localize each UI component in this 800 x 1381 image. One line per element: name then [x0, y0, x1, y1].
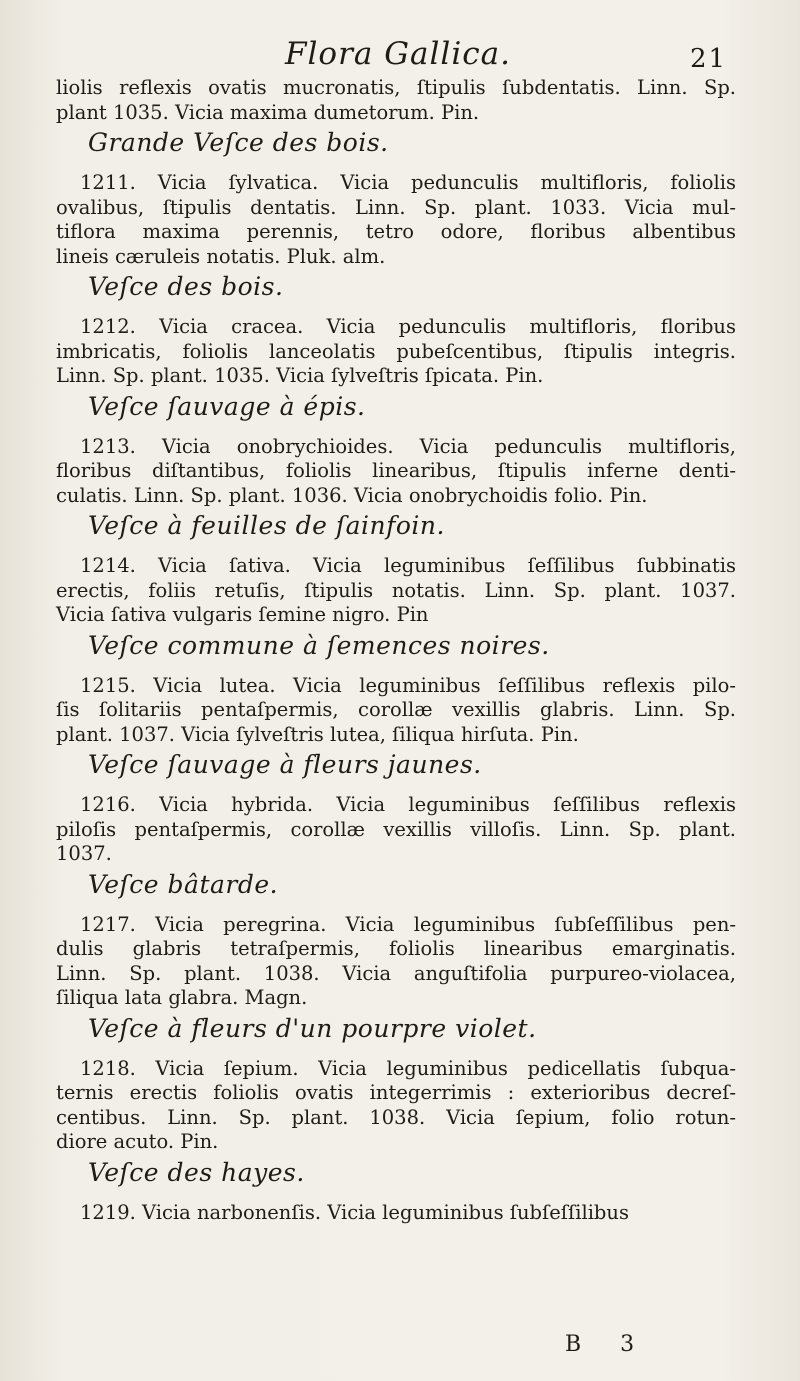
species-entry	[56, 435, 736, 543]
text-line: 1215. Vicia lutea. Vicia leguminibus ſeſſilibus reflexis pilo-	[80, 673, 736, 697]
species-entry	[56, 554, 736, 662]
species-entry	[56, 913, 736, 1045]
french-name: Grande Veſce des bois.	[88, 128, 389, 157]
text-line: ternis erectis foliolis ovatis integerrimis : exterioribus decreſ-	[56, 1081, 736, 1104]
text-line: 1217. Vicia peregrina. Vicia leguminibus ſubſeſſilibus pen-	[80, 912, 736, 936]
text-line: piloſis pentaſpermis, corollæ vexillis villoſis. Linn. Sp. plant.	[56, 817, 736, 841]
text-line: plant. 1037. Vicia ſylveſtris lutea, ſiliqua hirſuta. Pin.	[56, 722, 579, 746]
text-line: centibus. Linn. Sp. plant. 1038. Vicia ſepium, folio rotun-	[56, 1105, 736, 1129]
text-line: Linn. Sp. plant. 1038. Vicia anguſtifolia purpureo-violacea,	[56, 961, 736, 985]
text-line: plant 1035. Vicia maxima dumetorum. Pin.	[56, 100, 480, 124]
species-entry	[56, 793, 736, 901]
text-line: tiflora maxima perennis, tetro odore, floribus albentibus	[56, 220, 736, 243]
text-line: erectis, foliis retuſis, ſtipulis notatis. Linn. Sp. plant. 1037.	[56, 578, 736, 602]
text-line: 1214. Vicia ſativa. Vicia leguminibus ſeſſilibus ſubbinatis	[80, 554, 736, 577]
species-entry	[56, 1057, 736, 1189]
french-name: Veſce à feuilles de ſainfoin.	[88, 511, 445, 540]
intro-block	[56, 76, 736, 159]
text-line: liolis reflexis ovatis mucronatis, ſtipulis ſubdentatis. Linn. Sp.	[56, 76, 736, 99]
text-line: culatis. Linn. Sp. plant. 1036. Vicia onobrychoidis folio. Pin.	[56, 483, 648, 507]
text-line: ovalibus, ſtipulis dentatis. Linn. Sp. plant. 1033. Vicia mul-	[56, 195, 736, 219]
french-name: Veſce des hayes.	[88, 1157, 305, 1187]
text-line: floribus diſtantibus, foliolis linearibus, ſtipulis inferne denti-	[56, 459, 736, 482]
running-title: Flora Gallica.	[285, 36, 511, 72]
french-name: Veſce ſauvage à fleurs jaunes.	[88, 750, 482, 779]
text-line: imbricatis, foliolis lanceolatis pubeſcentibus, ſtipulis integris.	[56, 339, 736, 363]
text-line: dulis glabris tetraſpermis, foliolis linearibus emarginatis.	[56, 937, 736, 960]
species-entry	[56, 171, 736, 303]
french-name: Veſce bâtarde.	[88, 869, 279, 899]
page-body	[56, 76, 736, 1225]
text-line: ſiliqua lata glabra. Magn.	[56, 986, 308, 1009]
french-name: Veſce des bois.	[88, 272, 284, 301]
entries-list	[56, 171, 736, 1225]
text-line: diore acuto. Pin.	[56, 1130, 219, 1153]
species-entry	[56, 1201, 736, 1226]
text-line: 1037.	[56, 842, 112, 865]
text-line: 1211. Vicia ſylvatica. Vicia pedunculis multifloris, foliolis	[80, 171, 736, 194]
text-line: 1212. Vicia cracea. Vicia pedunculis multifloris, floribus	[80, 315, 736, 338]
species-entry	[56, 674, 736, 782]
text-line: Vicia ſativa vulgaris ſemine nigro. Pin	[56, 603, 429, 626]
text-line: 1213. Vicia onobrychioides. Vicia pedunculis multifloris,	[80, 434, 736, 458]
text-line: 1216. Vicia hybrida. Vicia leguminibus ſeſſilibus reflexis	[80, 793, 736, 816]
signature-mark: B 3	[565, 1332, 651, 1357]
french-name: Veſce commune à ſemences noires.	[88, 630, 550, 660]
text-line: Linn. Sp. plant. 1035. Vicia ſylveſtris ſpicata. Pin.	[56, 364, 544, 387]
species-entry	[56, 315, 736, 423]
text-line: 1219. Vicia narbonenſis. Vicia leguminibus ſubſeſſilibus	[80, 1200, 629, 1224]
page-number: 21	[690, 44, 728, 74]
french-name: Veſce à fleurs d'un pourpre violet.	[88, 1013, 537, 1043]
text-line: 1218. Vicia ſepium. Vicia leguminibus pedicellatis ſubqua-	[80, 1056, 736, 1080]
french-name: Veſce ſauvage à épis.	[88, 391, 366, 421]
text-line: ſis ſolitariis pentaſpermis, corollæ vexillis glabris. Linn. Sp.	[56, 698, 736, 721]
text-line: lineis cæruleis notatis. Pluk. alm.	[56, 244, 386, 268]
page-header	[0, 30, 800, 80]
